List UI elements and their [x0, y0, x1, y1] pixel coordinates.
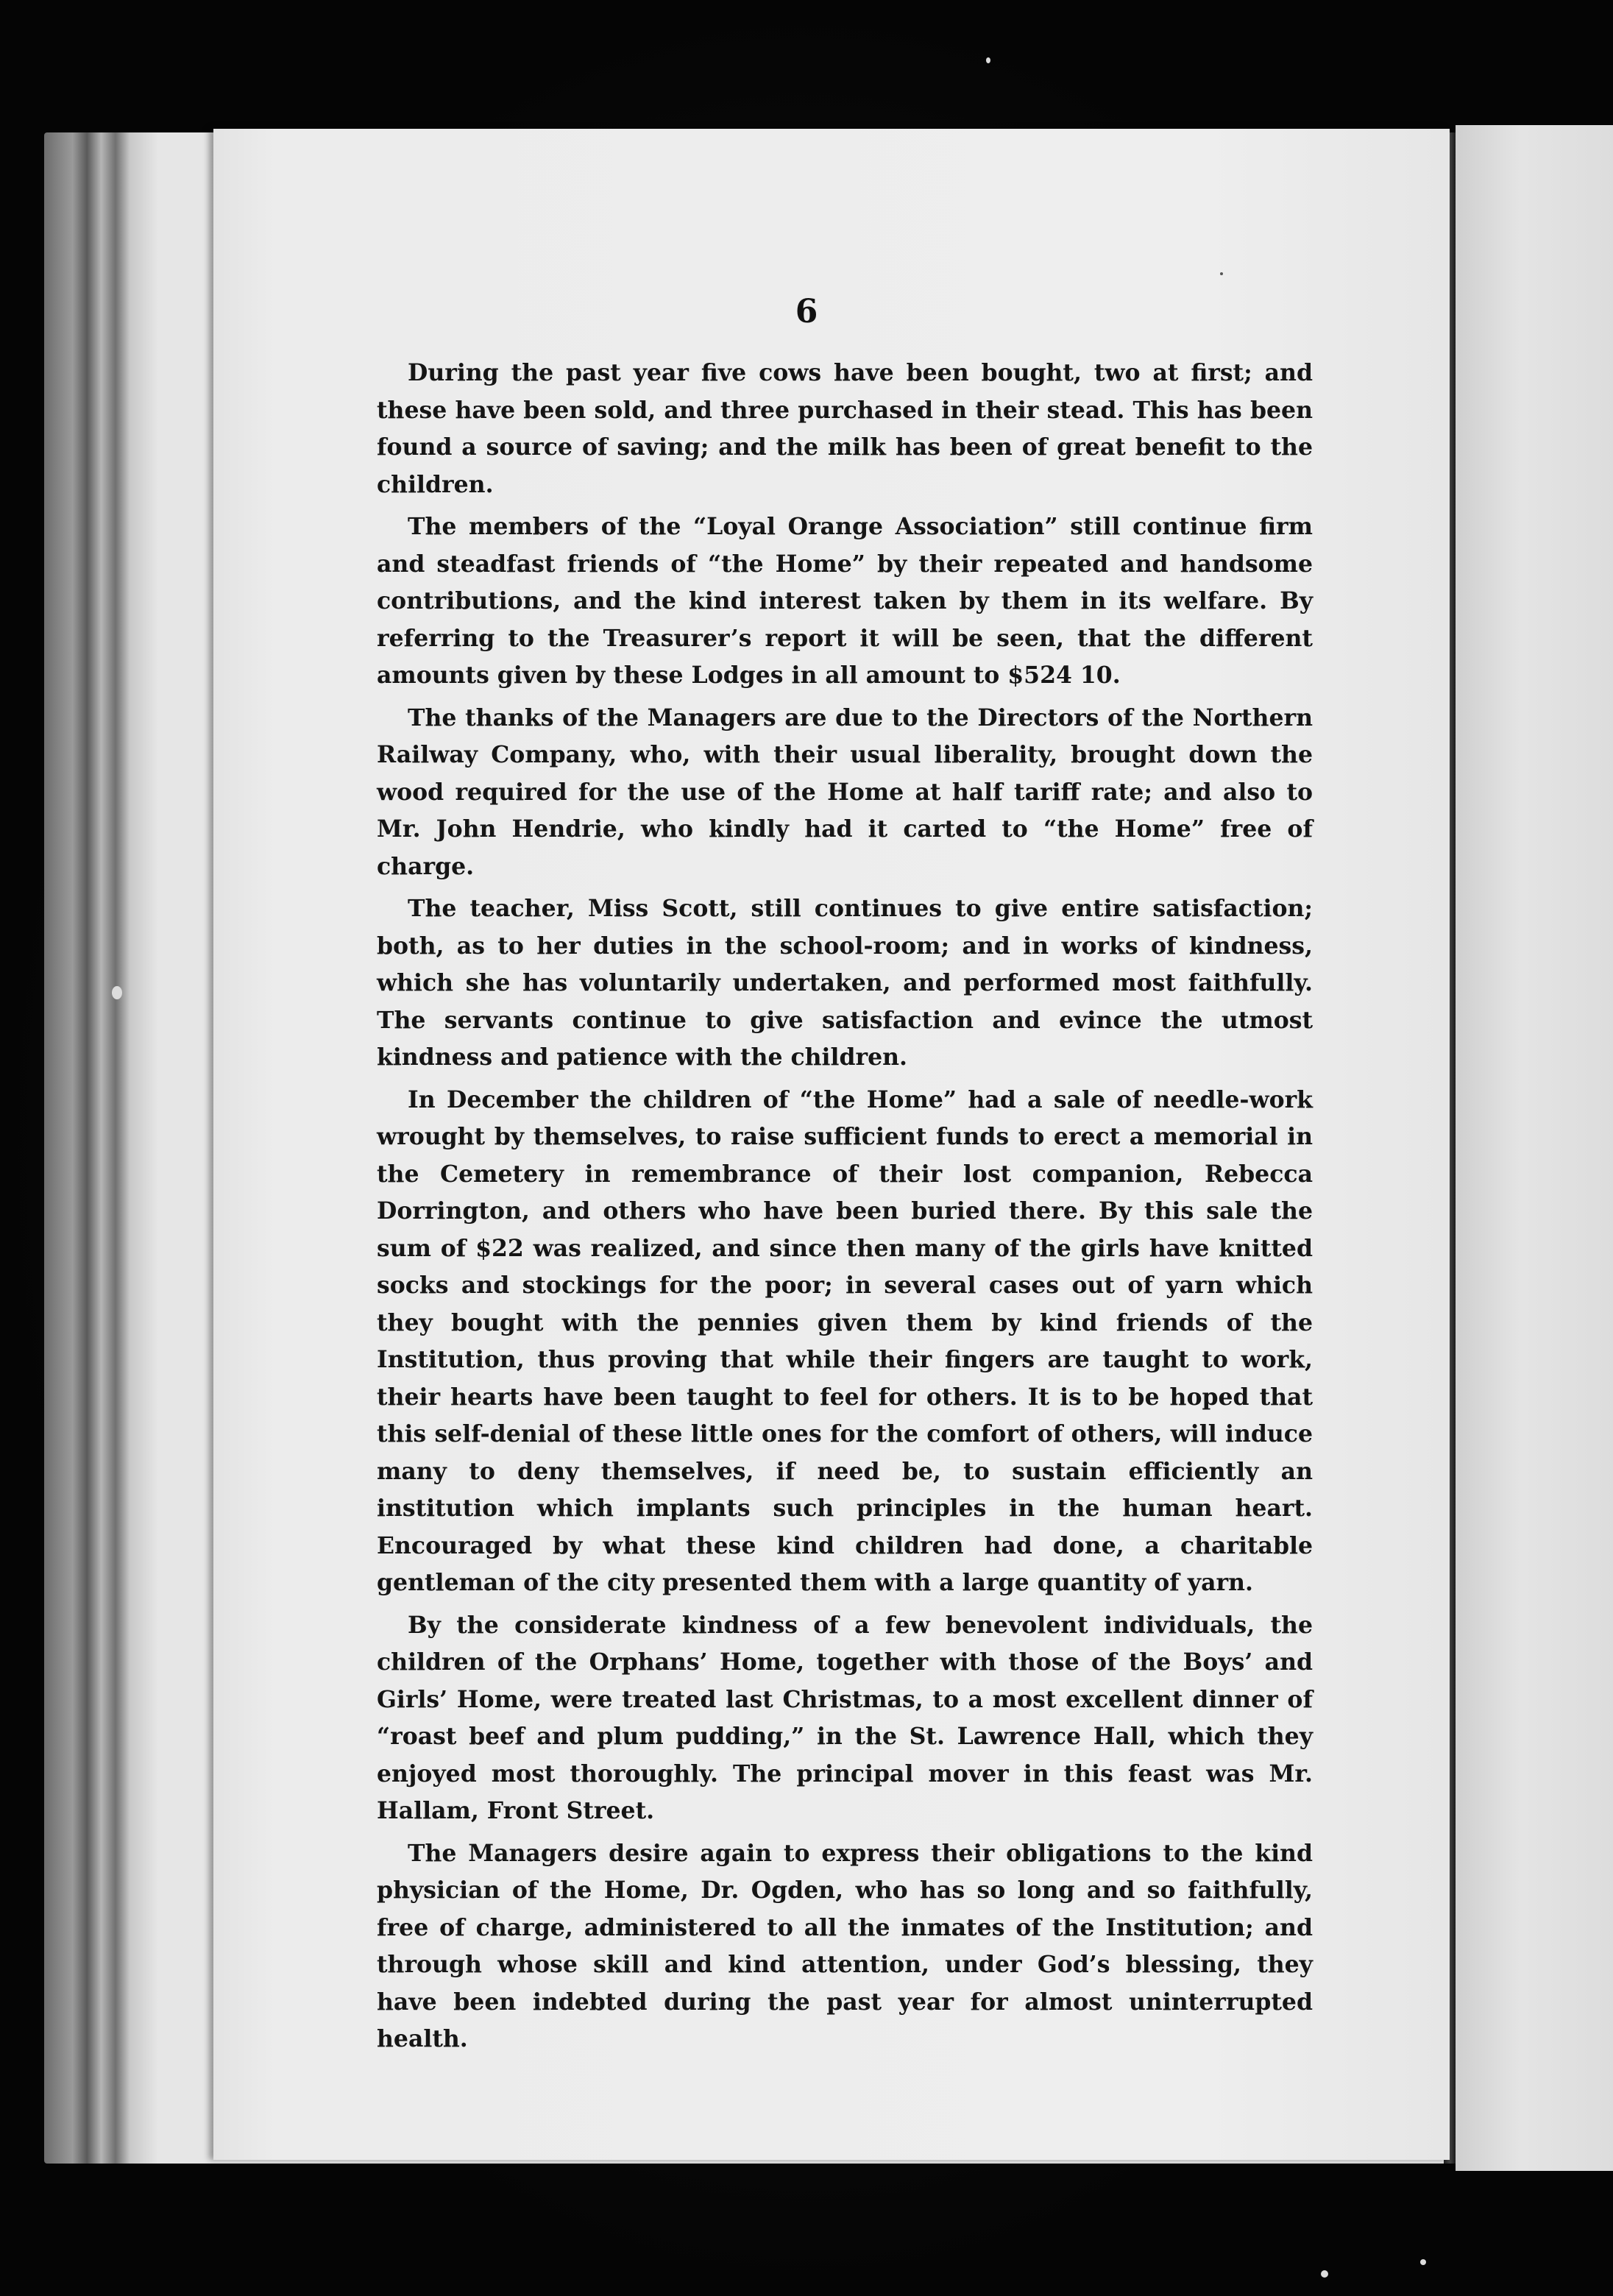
paragraph-orange-association: The members of the “Loyal Orange Association” still continue firm and steadfast friends of “the Home” by their repeated and handsome contributions, and the kind interest taken by them in its welfare. By referring to the Treasurer’s report it will be seen, that the different amounts given by these Lodges in all amount to $524 10.	[377, 513, 1313, 689]
dust-speck	[1220, 272, 1223, 275]
facing-page	[1456, 125, 1613, 2171]
paragraph-teacher: The teacher, Miss Scott, still continues to give entire satisfaction; both, as to her duties in the school-room; and in works of kindness, which she has voluntarily undertaken, and performed most faithfully. The servants continue to give satisfaction and evince the utmost kindness and patience with the children.	[377, 895, 1313, 1071]
paragraph-cows: During the past year five cows have been bought, two at first; and these have been sold, and three purchased in their stead. This has been found a source of saving; and the milk has been of great benefit to the children.	[377, 359, 1313, 498]
paragraph-railway-thanks: The thanks of the Managers are due to the Directors of the Northern Railway Company, who, with their usual liberality, brought down the wood required for the use of the Home at half tariff rate; and also to Mr. John Hendrie, who kindly had it carted to “the Home” free of charge.	[377, 704, 1313, 880]
dust-speck	[112, 986, 122, 999]
dust-speck	[986, 57, 990, 63]
paragraph-physician: The Managers desire again to express their obligations to the kind physician of the Home, Dr. Ogden, who has so long and so faithfully, free of charge, administered to all the inmates of the Institution; and through whose skill and kind attention, under God’s blessing, they have been indebted during the past year for almost uninterrupted health.	[377, 1839, 1313, 2052]
dust-speck	[1420, 2259, 1426, 2265]
page-body	[377, 355, 1313, 2063]
paragraph-christmas-dinner: By the considerate kindness of a few benevolent individuals, the children of the Orphans’ Home, together with those of the Boys’ and Girls’ Home, were treated last Christmas, to a most excellent dinner of “roast beef and plum pudding,” in the St. Lawrence Hall, which they enjoyed most thoroughly. The principal mover in this feast was Mr. Hallam, Front Street.	[377, 1611, 1313, 1824]
page-number: 6	[795, 293, 818, 330]
dust-speck	[1321, 2270, 1328, 2278]
paragraph-needlework-sale: In December the children of “the Home” had a sale of needle-work wrought by themselves, to raise sufficient funds to erect a memorial in the Cemetery in remembrance of their lost companion, Rebecca Dorrington, and others who have been buried there. By this sale the sum of $22 was realized, and since then many of the girls have knitted socks and stockings for the poor; in several cases out of yarn which they bought with the pennies given them by kind friends of the Institution, thus proving that while their fingers are taught to work, their hearts have been taught to feel for others. It is to be hoped that this self-denial of these little ones for the comfort of others, will induce many to deny themselves, if need be, to sustain efficiently an institution which implants such principles in the human heart. Encouraged by what these kind children had done, a charitable gentleman of the city presented them with a large quantity of yarn.	[377, 1085, 1313, 1596]
